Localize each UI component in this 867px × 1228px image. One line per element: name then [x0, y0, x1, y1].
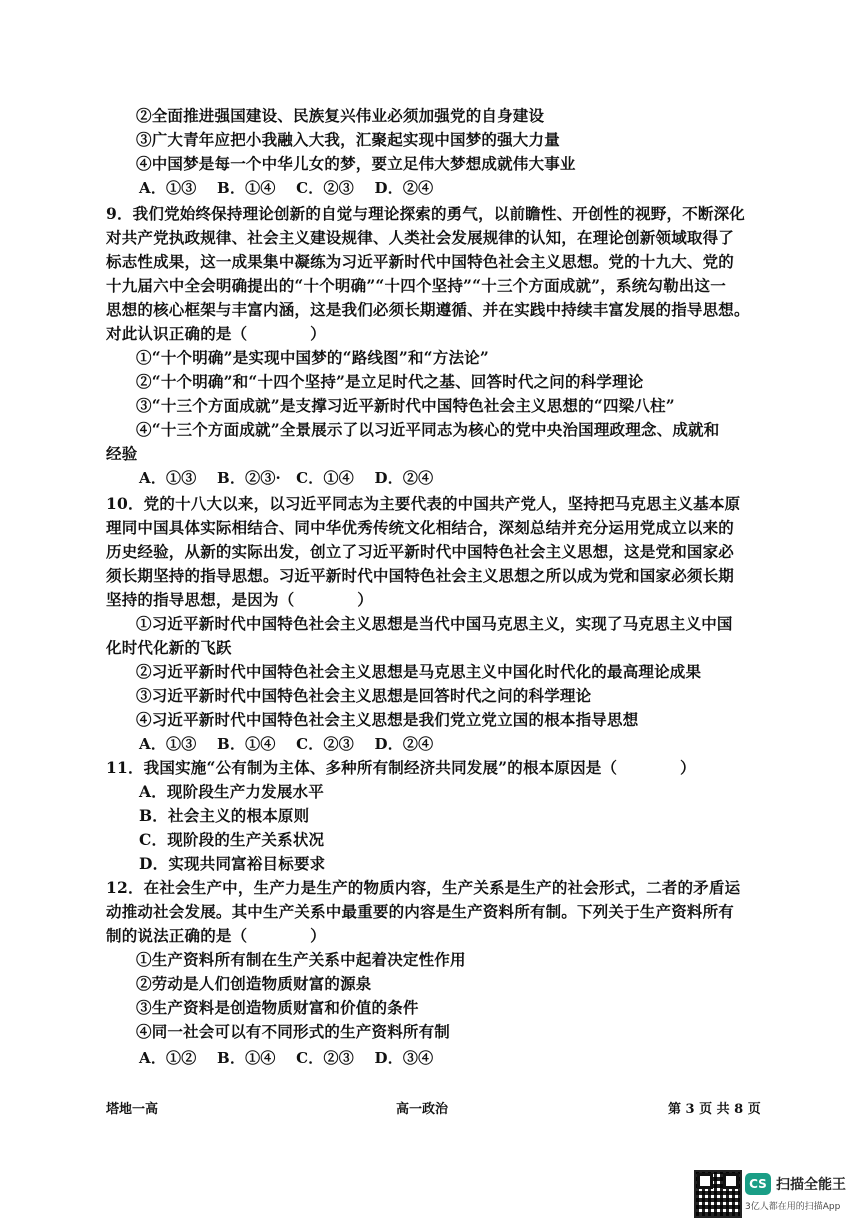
q9-item-2: ②“十个明确”和“十四个坚持”是立足时代之基、回答时代之问的科学理论 [136, 372, 644, 391]
q9-item-4-cont: 经验 [106, 444, 138, 463]
q12-stem-line-2: 动推动社会发展。其中生产关系中最重要的内容是生产资料所有制。下列关于生产资料所有 [106, 902, 735, 921]
scanner-app-name: 扫描全能王 [776, 1177, 846, 1193]
q9-stem-line-4: 十九届六中全会明确提出的“十个明确”“十四个坚持”“十三个方面成就”，系统勾勒出这一 [106, 276, 726, 295]
q10-stem-line-3: 历史经验，从新的实际出发，创立了习近平新时代中国特色社会主义思想，这是党和国家必 [106, 542, 735, 561]
scanner-tagline: 3亿人都在用的扫描App [745, 1202, 841, 1212]
q11-option-c: C．现阶段的生产关系状况 [139, 830, 325, 849]
q12-item-4: ④同一社会可以有不同形式的生产资料所有制 [136, 1022, 451, 1041]
q8-item-4: ④中国梦是每一个中华儿女的梦，要立足伟大梦想成就伟大事业 [136, 154, 576, 173]
q9-stem-line-5: 思想的核心框架与丰富内涵，这是我们必须长期遵循、并在实践中持续丰富发展的指导思想。 [106, 300, 750, 319]
footer-school: 塔地一高 [106, 1102, 159, 1117]
q9-stem-line-1: 9．我们党始终保持理论创新的自觉与理论探索的勇气，以前瞻性、开创性的视野，不断深化 [106, 204, 745, 223]
q9-choices: A．①③ B．②③· C．①④ D．②④ [139, 469, 434, 487]
q8-item-3: ③广大青年应把小我融入大我，汇聚起实现中国梦的强大力量 [136, 130, 560, 149]
q10-item-4: ④习近平新时代中国特色社会主义思想是我们党立党立国的根本指导思想 [136, 710, 639, 729]
q11-option-a: A．现阶段生产力发展水平 [139, 782, 324, 801]
footer-page-number: 第 3 页 共 8 页 [668, 1102, 761, 1117]
q10-item-1: ①习近平新时代中国特色社会主义思想是当代中国马克思主义，实现了马克思主义中国 [136, 614, 733, 633]
q8-choices: A．①③ B．①④ C．②③ D．②④ [139, 179, 434, 197]
q12-item-3: ③生产资料是创造物质财富和价值的条件 [136, 998, 419, 1017]
q9-item-1: ①“十个明确”是实现中国梦的“路线图”和“方法论” [136, 348, 489, 367]
q10-stem-line-4: 须长期坚持的指导思想。习近平新时代中国特色社会主义思想之所以成为党和国家必须长期 [106, 566, 735, 585]
camscanner-logo-icon: CS [745, 1173, 771, 1195]
q8-item-2: ②全面推进强国建设、民族复兴伟业必须加强党的自身建设 [136, 106, 545, 125]
q9-item-3: ③“十三个方面成就”是支撑习近平新时代中国特色社会主义思想的“四梁八柱” [136, 396, 675, 415]
q12-item-2: ②劳动是人们创造物质财富的源泉 [136, 974, 372, 993]
q10-stem-line-2: 理同中国具体实际相结合、同中华优秀传统文化相结合，深刻总结并充分运用党成立以来的 [106, 518, 735, 537]
q10-stem-line-1: 10．党的十八大以来，以习近平同志为主要代表的中国共产党人，坚持把马克思主义基本原 [106, 494, 741, 513]
q12-item-1: ①生产资料所有制在生产关系中起着决定性作用 [136, 950, 466, 969]
q10-item-3: ③习近平新时代中国特色社会主义思想是回答时代之问的科学理论 [136, 686, 592, 705]
q9-stem-line-2: 对共产党执政规律、社会主义建设规律、人类社会发展规律的认知，在理论创新领域取得了 [106, 228, 735, 247]
q10-item-2: ②习近平新时代中国特色社会主义思想是马克思主义中国化时代化的最高理论成果 [136, 662, 702, 681]
q9-item-4: ④“十三个方面成就”全景展示了以习近平同志为核心的党中央治国理政理念、成就和 [136, 420, 720, 439]
footer-subject: 高一政治 [396, 1102, 449, 1117]
q11-stem: 11．我国实施“公有制为主体、多种所有制经济共同发展”的根本原因是（ ） [106, 758, 696, 777]
q10-choices: A．①③ B．①④ C．②③ D．②④ [139, 735, 434, 753]
qr-code-icon [694, 1170, 742, 1218]
q10-stem-line-5: 坚持的指导思想，是因为（ ） [106, 590, 373, 609]
q12-choices: A．①② B．①④ C．②③ D．③④ [139, 1049, 434, 1067]
q12-stem-line-1: 12．在社会生产中，生产力是生产的物质内容，生产关系是生产的社会形式，二者的矛盾运 [106, 878, 741, 897]
q9-stem-line-6: 对此认识正确的是（ ） [106, 324, 326, 343]
q11-option-d: D．实现共同富裕目标要求 [139, 854, 326, 873]
q10-item-1-cont: 化时代化新的飞跃 [106, 638, 232, 657]
q9-stem-line-3: 标志性成果，这一成果集中凝练为习近平新时代中国特色社会主义思想。党的十九大、党的 [106, 252, 735, 271]
q12-stem-line-3: 制的说法正确的是（ ） [106, 926, 326, 945]
q11-option-b: B．社会主义的根本原则 [139, 806, 310, 825]
